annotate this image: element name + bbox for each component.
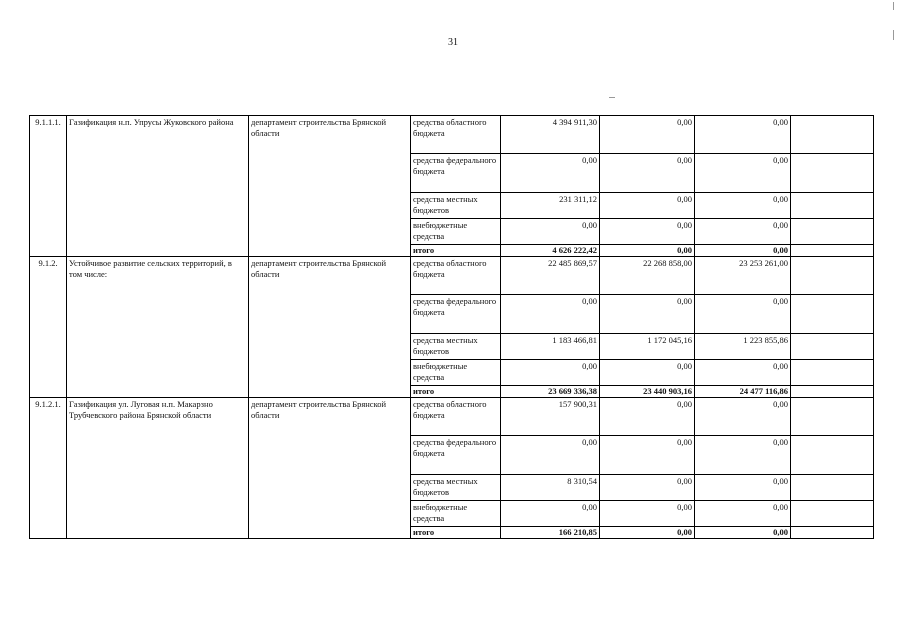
amount-year-2: 0,00 xyxy=(600,360,695,386)
item-name: Устойчивое развитие сельских территорий, в том числе: xyxy=(67,257,249,398)
item-name: Газификация н.п. Упрусы Жуковского района xyxy=(67,116,249,257)
item-code: 9.1.2. xyxy=(30,257,67,398)
item-executor: департамент строительства Брянской области xyxy=(249,116,411,257)
funding-source: внебюджетные средства xyxy=(411,219,501,245)
table-row xyxy=(30,257,874,295)
amount-year-2: 0,00 xyxy=(600,501,695,527)
empty-cell xyxy=(791,193,874,219)
amount-year-2: 0,00 xyxy=(600,116,695,154)
empty-cell xyxy=(791,386,874,398)
funding-source: средства областного бюджета xyxy=(411,257,501,295)
amount-year-2: 0,00 xyxy=(600,436,695,475)
amount-year-3: 0,00 xyxy=(695,475,791,501)
amount-year-3: 0,00 xyxy=(695,219,791,245)
amount-year-2: 1 172 045,16 xyxy=(600,334,695,360)
amount-year-3: 0,00 xyxy=(695,154,791,193)
funding-source: внебюджетные средства xyxy=(411,501,501,527)
funding-source: средства федерального бюджета xyxy=(411,436,501,475)
funding-source: итого xyxy=(411,527,501,539)
amount-year-3: 0,00 xyxy=(695,527,791,539)
amount-year-3: 23 253 261,00 xyxy=(695,257,791,295)
empty-cell xyxy=(791,436,874,475)
amount-year-1: 4 626 222,42 xyxy=(501,245,600,257)
item-code: 9.1.1.1. xyxy=(30,116,67,257)
amount-year-1: 0,00 xyxy=(501,436,600,475)
amount-year-2: 0,00 xyxy=(600,219,695,245)
empty-cell xyxy=(791,398,874,436)
item-name: Газификация ул. Луговая н.п. Макарзно Трубчевского района Брянской области xyxy=(67,398,249,539)
amount-year-3: 0,00 xyxy=(695,116,791,154)
budget-table xyxy=(29,115,874,539)
funding-source: средства местных бюджетов xyxy=(411,334,501,360)
scan-mark xyxy=(893,30,894,40)
amount-year-1: 22 485 869,57 xyxy=(501,257,600,295)
amount-year-2: 0,00 xyxy=(600,398,695,436)
amount-year-1: 231 311,12 xyxy=(501,193,600,219)
funding-source: средства федерального бюджета xyxy=(411,295,501,334)
amount-year-3: 24 477 116,86 xyxy=(695,386,791,398)
amount-year-1: 23 669 336,38 xyxy=(501,386,600,398)
amount-year-2: 0,00 xyxy=(600,475,695,501)
funding-source: внебюджетные средства xyxy=(411,360,501,386)
funding-source: итого xyxy=(411,245,501,257)
scan-mark xyxy=(609,97,615,98)
amount-year-1: 0,00 xyxy=(501,360,600,386)
empty-cell xyxy=(791,360,874,386)
funding-source: средства местных бюджетов xyxy=(411,193,501,219)
amount-year-3: 0,00 xyxy=(695,245,791,257)
empty-cell xyxy=(791,116,874,154)
scan-mark xyxy=(893,2,894,10)
empty-cell xyxy=(791,334,874,360)
amount-year-3: 1 223 855,86 xyxy=(695,334,791,360)
empty-cell xyxy=(791,154,874,193)
funding-source: средства местных бюджетов xyxy=(411,475,501,501)
empty-cell xyxy=(791,475,874,501)
empty-cell xyxy=(791,257,874,295)
amount-year-1: 0,00 xyxy=(501,501,600,527)
amount-year-1: 0,00 xyxy=(501,219,600,245)
amount-year-1: 1 183 466,81 xyxy=(501,334,600,360)
item-executor: департамент строительства Брянской области xyxy=(249,398,411,539)
amount-year-1: 166 210,85 xyxy=(501,527,600,539)
amount-year-3: 0,00 xyxy=(695,436,791,475)
amount-year-3: 0,00 xyxy=(695,193,791,219)
amount-year-2: 0,00 xyxy=(600,295,695,334)
amount-year-2: 0,00 xyxy=(600,245,695,257)
funding-source: средства областного бюджета xyxy=(411,116,501,154)
empty-cell xyxy=(791,527,874,539)
amount-year-1: 0,00 xyxy=(501,154,600,193)
empty-cell xyxy=(791,501,874,527)
amount-year-2: 22 268 858,00 xyxy=(600,257,695,295)
amount-year-3: 0,00 xyxy=(695,398,791,436)
amount-year-2: 0,00 xyxy=(600,527,695,539)
amount-year-1: 157 900,31 xyxy=(501,398,600,436)
item-code: 9.1.2.1. xyxy=(30,398,67,539)
amount-year-2: 0,00 xyxy=(600,154,695,193)
table-row xyxy=(30,116,874,154)
empty-cell xyxy=(791,245,874,257)
empty-cell xyxy=(791,295,874,334)
funding-source: итого xyxy=(411,386,501,398)
amount-year-3: 0,00 xyxy=(695,501,791,527)
table-row xyxy=(30,398,874,436)
amount-year-1: 8 310,54 xyxy=(501,475,600,501)
funding-source: средства федерального бюджета xyxy=(411,154,501,193)
amount-year-2: 0,00 xyxy=(600,193,695,219)
empty-cell xyxy=(791,219,874,245)
page-number: 31 xyxy=(448,37,458,48)
amount-year-2: 23 440 903,16 xyxy=(600,386,695,398)
funding-source: средства областного бюджета xyxy=(411,398,501,436)
amount-year-3: 0,00 xyxy=(695,360,791,386)
amount-year-1: 4 394 911,30 xyxy=(501,116,600,154)
amount-year-1: 0,00 xyxy=(501,295,600,334)
item-executor: департамент строительства Брянской области xyxy=(249,257,411,398)
amount-year-3: 0,00 xyxy=(695,295,791,334)
